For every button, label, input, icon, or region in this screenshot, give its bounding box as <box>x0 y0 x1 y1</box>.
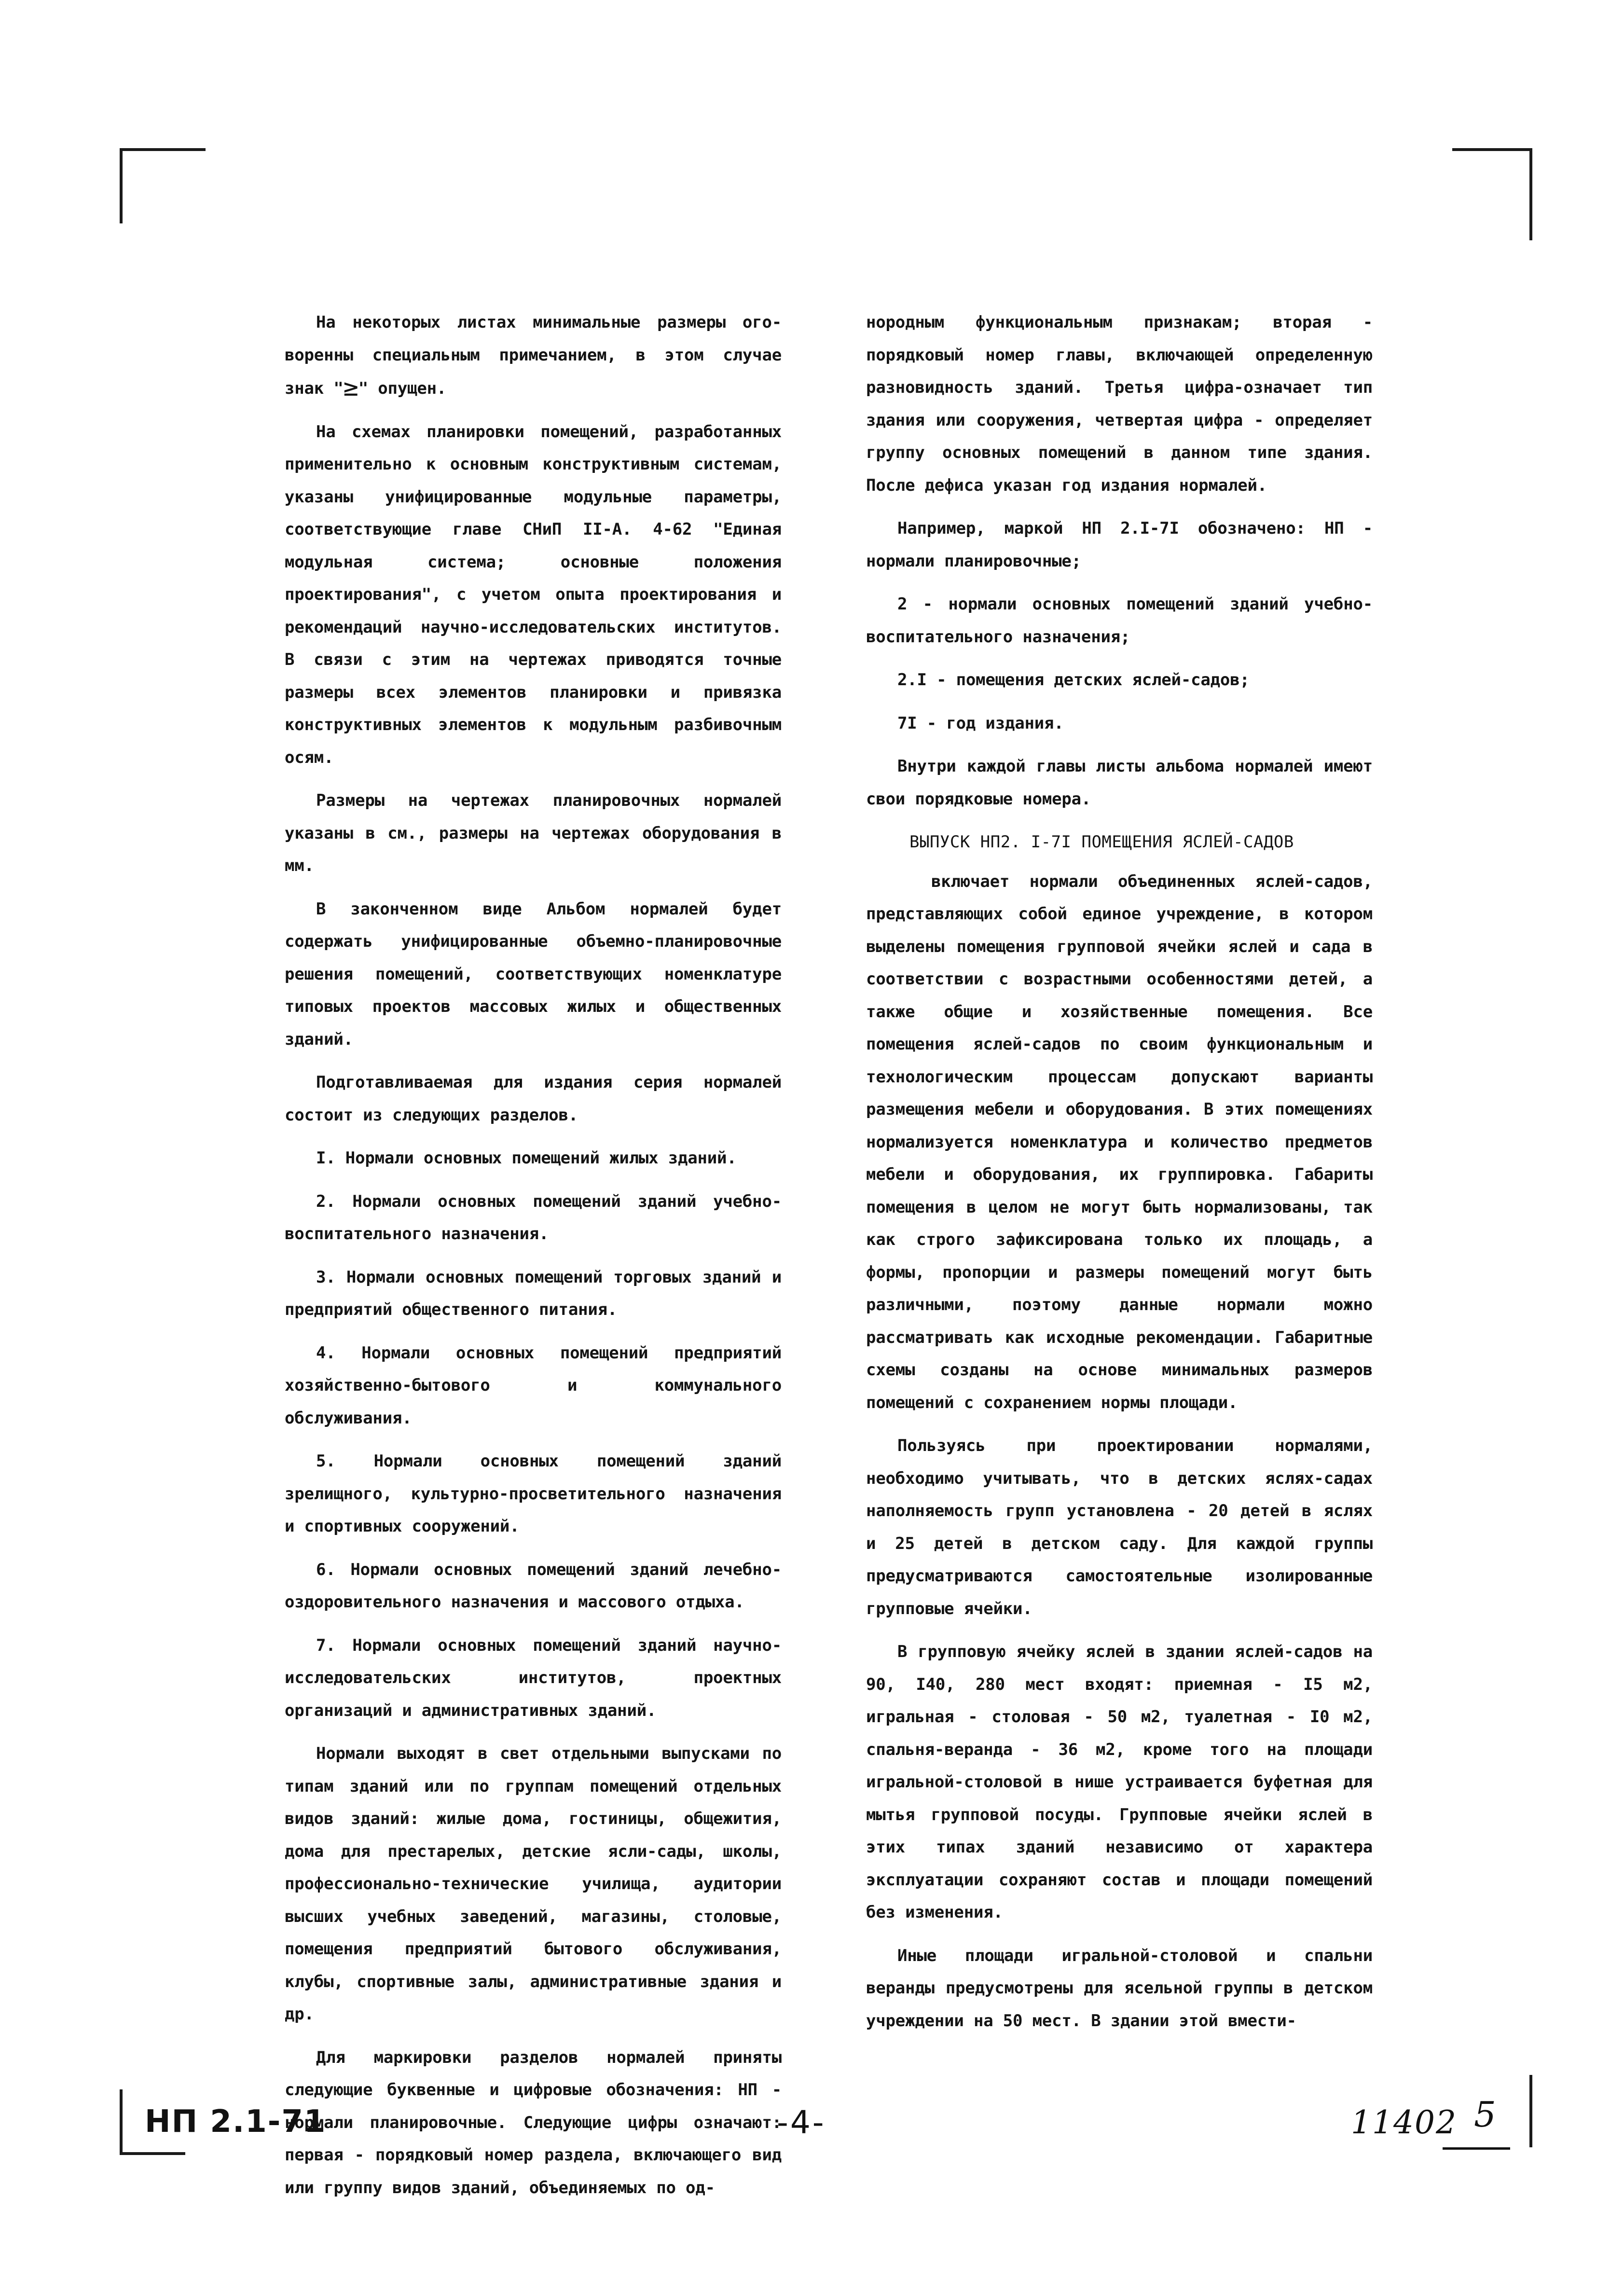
page-number: -4- <box>777 2104 826 2141</box>
right-column <box>866 306 1373 2048</box>
list-item: 7. Нормали основных помещений зданий научно-исследовательских институтов, проектных организаций и административных зданий. <box>285 1635 782 1720</box>
list-item: 3. Нормали основных помещений торговых зданий и предприятий общественного питания. <box>285 1267 782 1319</box>
list-item: 6. Нормали основных помещений зданий лечебно-оздоровительного назначения и массового отдыха. <box>285 1560 782 1612</box>
paragraph: 2.I - помещения детских яслей-садов; <box>897 670 1250 690</box>
section-heading: ВЫПУСК НП2. I-7I ПОМЕЩЕНИЯ ЯСЛЕЙ-САДОВ <box>909 832 1294 852</box>
paragraph: Иные площади игральной-столовой и спальни веранды предусмотрены для ясельной группы в детском учреждении на 50 мест. В здании этой вмести- <box>866 1946 1373 2031</box>
list-item: 4. Нормали основных помещений предприятий хозяйственно-бытового и коммунального обслуживания. <box>285 1343 782 1428</box>
corner-mark-top-left <box>120 148 206 223</box>
paragraph: 2 - нормали основных помещений зданий учебно-воспитательного назначения; <box>866 594 1373 647</box>
left-column <box>285 306 782 2215</box>
paragraph: Подготавливаемая для издания серия нормалей состоит из следующих разделов. <box>285 1073 782 1125</box>
list-item: 2. Нормали основных помещений зданий учебно-воспитательного назначения. <box>285 1191 782 1244</box>
paragraph: Для маркировки разделов нормалей приняты следующие буквенные и цифровые обозначения: НП - нормали планировочные. Следующие цифры означают: первая - порядковый номер раздела, включающего вид или группу видов зданий, объединяемых по од- <box>285 2047 782 2197</box>
document-number: 11402 <box>1351 2104 1457 2141</box>
corner-mark-top-right <box>1452 148 1532 240</box>
paragraph: нородным функциональным признакам; вторая - порядковый номер главы, включающей определенную разновидность зданий. Третья цифра-означает тип здания или сооружения, четвертая цифра - определяет группу основных помещений в данном типе здания. После дефиса указан год издания нормалей. <box>866 313 1373 495</box>
document-code: НП 2.1-71 <box>145 2104 327 2140</box>
paragraph: Размеры на чертежах планировочных нормалей указаны в см., размеры на чертежах оборудования в мм. <box>285 791 782 875</box>
text: На некоторых листах минимальные размеры ого-воренны специальным примечанием, в этом случае знак " <box>285 313 782 398</box>
paragraph: 7I - год издания. <box>897 713 1064 733</box>
list-item: 5. Нормали основных помещений зданий зрелищного, культурно-просветительного назначения и спортивных сооружений. <box>285 1451 782 1536</box>
paragraph: включает нормали объединенных яслей-садов, представляющих собой единое учреждение, в котором выделены помещения групповой ячейки яслей и сада в соответствии с возрастными особенностями детей, а также общие и хозяйственные помещения. Все помещения яслей-садов по своим функциональным и технологическим процессам допускают варианты размещения мебели и оборудования. В этих помещениях нормализуется номенклатура и количество предметов мебели и оборудования, их группировка. Габариты помещения в целом не могут быть нормализованы, так как строго зафиксирована только их площадь, а формы, пропорции и размеры помещений могут быть различными, поэтому данные нормали можно рассматривать как исходные рекомендации. Габаритные схемы созданы на основе минимальных размеров помещений с сохранением нормы площади. <box>866 871 1373 1412</box>
paragraph <box>285 306 782 405</box>
paragraph: Нормали выходят в свет отдельными выпусками по типам зданий или по группам помещений отдельных видов зданий: жилые дома, гостиницы, общежития, дома для престарелых, детские ясли-сады, школы, профессионально-технические училища, аудитории высших учебных заведений, магазины, столовые, помещения предприятий бытового обслуживания, клубы, спортивные залы, административные здания и др. <box>285 1744 782 2024</box>
paragraph: На схемах планировки помещений, разработанных применительно к основным конструктивным системам, указаны унифицированные модульные параметры, соответствующие главе СНиП II-А. 4-62 "Единая модульная система; основные положения проектирования", с учетом опыта проектирования и рекомендаций научно-исследовательских институтов. В связи с этим на чертежах приводятся точные размеры всех элементов планировки и привязка конструктивных элементов к модульным разбивочным осям. <box>285 422 782 767</box>
paragraph: В групповую ячейку яслей в здании яслей-садов на 90, I40, 280 мест входят: приемная - I5 м2, игральная - столовая - 50 м2, туалетная - I0 м2, спальня-веранда - 36 м2, кроме того на площади игральной-столовой в нише устраивается буфетная для мытья групповой посуды. Групповые ячейки яслей в этих типах зданий независимо от характера эксплуатации сохраняют состав и площади помещений без изменения. <box>866 1642 1373 1922</box>
text: " опущен. <box>358 379 447 398</box>
list-item: I. Нормали основных помещений жилых зданий. <box>316 1148 737 1168</box>
paragraph: Например, маркой НП 2.I-7I обозначено: НП - нормали планировочные; <box>866 519 1373 571</box>
corner-mark-bottom-right <box>1500 2075 1532 2147</box>
greater-equal-symbol: ≥ <box>343 373 358 402</box>
sheet-number: 5 <box>1474 2094 1496 2135</box>
sheet-number-underline <box>1443 2147 1510 2150</box>
paragraph: Пользуясь при проектировании нормалями, необходимо учитывать, что в детских яслях-садах наполняемость групп установлена - 20 детей в яслях и 25 детей в детском саду. Для каждой группы предусматриваются самостоятельные изолированные групповые ячейки. <box>866 1436 1373 1618</box>
paragraph: Внутри каждой главы листы альбома нормалей имеют свои порядковые номера. <box>866 757 1373 809</box>
paragraph: В законченном виде Альбом нормалей будет содержать унифицированные объемно-планировочные решения помещений, соответствующих номенклатуре типовых проектов массовых жилых и общественных зданий. <box>285 899 782 1049</box>
